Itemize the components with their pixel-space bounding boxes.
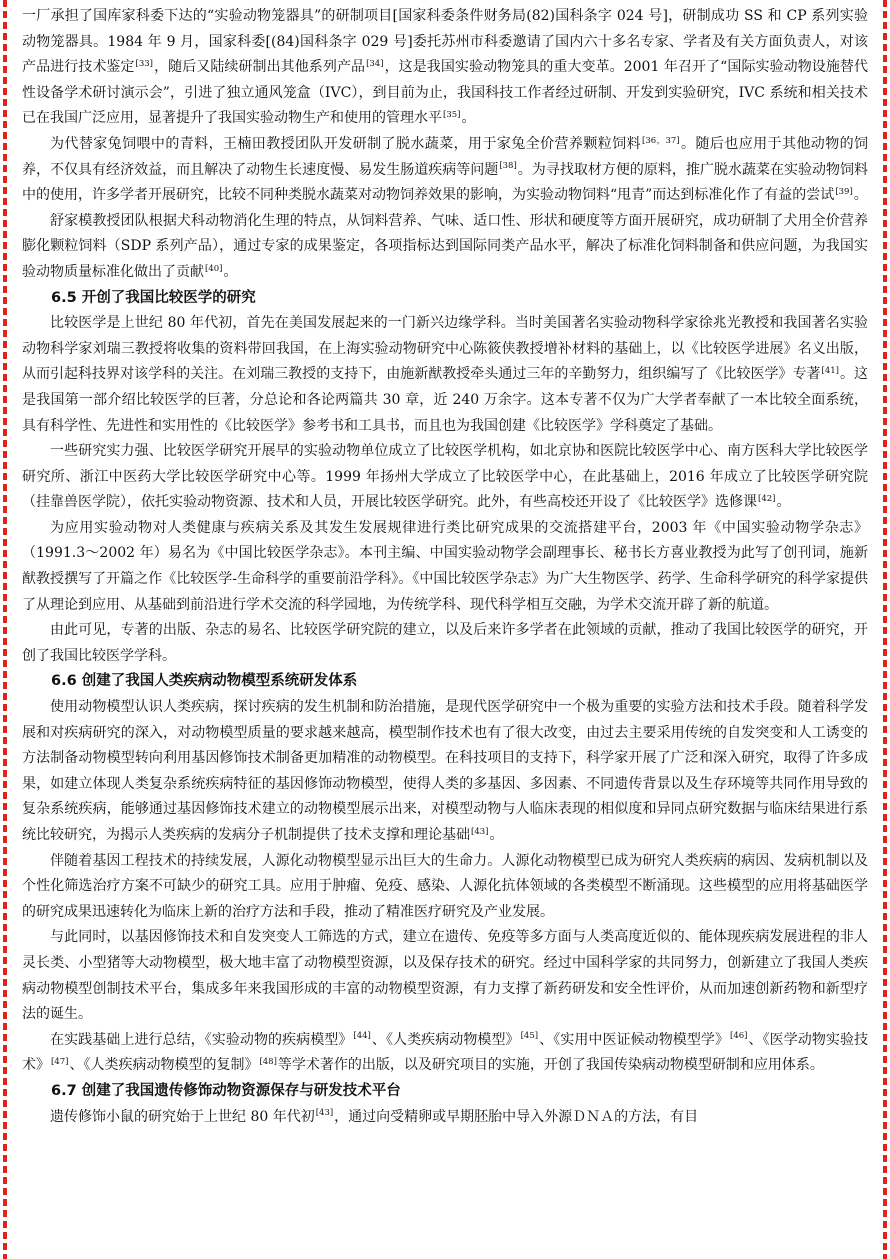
paragraph-comparative-medicine: 比较医学是上世纪 80 年代初，首先在美国发展起来的一门新兴边缘学科。当时美国著名实验动物科学家徐兆光教授和我国著名实验动物科学家刘瑞三教授将收集的资料带回我国，在上海实验动物研究中心陈筱侠教授增补材料的基础上，以《比较医学进展》名义出版，从而引起科技界对该学科的关注。在刘瑞三教授的支持下，由施新猷教授牵头通过三年的辛勤努力，组织编写了《比较医学》专著[41]。这是我国第一部介绍比较医学的巨著，分总论和各论两篇共 30 章，近 240 万余字。这本专著不仅为广大学者奉献了一本比较全面系统，具有科学性、先进性和实用性的《比较医学》参考书和工具书，而且也为我国创建《比较医学》学科奠定了基础。 bbox=[22, 315, 869, 434]
paragraph-genetic-mice: 遗传修饰小鼠的研究始于上世纪 80 年代初[43]，通过向受精卵或早期胚胎中导入外源ＤＮＡ的方法，有目 bbox=[50, 1108, 699, 1125]
paragraph-large-animal-models: 与此同时，以基因修饰技术和自发突变人工筛选的方式，建立在遗传、免疫等多方面与人类高度近似的、能体现疾病发展进程的非人灵长类、小型猪等大动物模型，极大地丰富了动物模型资源，以及保存技术的研究。经过中国科学家的共同努力，创新建立了我国人类疾病动物模型创制技术平台，集成多年来我国形成的丰富的动物模型资源，有力支撑了新药研发和安全性评价，从而加速创新药物和新型疗法的诞生。 bbox=[22, 929, 868, 1023]
paragraph-institutions: 一些研究实力强、比较医学研究开展早的实验动物单位成立了比较医学机构，如北京协和医院比较医学中心、南方医科大学比较医学研究所、浙江中医药大学比较医学研究中心等。1999 年扬州大学成立了比较医学中心，在此基础上，2016 年成立了比较医学研究院（挂靠兽医学院），依托实验动物资源、技术和人员，开展比较医学研究。此外，有些高校还开设了《比较医学》选修课[42]。 bbox=[22, 443, 868, 511]
page-border-right bbox=[883, 0, 887, 1259]
section-heading-6-5: 6.5 开创了我国比较医学的研究 bbox=[51, 289, 256, 306]
paragraph-dehydrated-vegetables: 为代替家兔饲喂中的青料，王楠田教授团队开发研制了脱水蔬菜，用于家兔全价营养颗粒饲料[36，37]。随后也应用于其他动物的饲养，不仅具有经济效益，而且解决了动物生长速度慢、易发生肠道疾病等问题[38]。为寻找取材方便的原料，推广脱水蔬菜在实验动物饲料中的使用，许多学者开展研究，比较不同种类脱水蔬菜对动物饲养效果的影响，为实验动物饲料“甩青”而达到标准化作了有益的尝试[39]。 bbox=[22, 135, 869, 204]
paragraph-cage-equipment: 一厂承担了国库家科委下达的“实验动物笼器具”的研制项目[国家科委条件财务局(82)国科条字 024 号]，研制成功 SS 和 CP 系列实验动物笼器具。1984 年 9 月，国家科委[(84)国科条字 029 号]委托苏州市科委邀请了国内六十多名专家、学者及有关方面负责人，对该产品进行技术鉴定[33]，随后又陆续研制出其他系列产品[34]，这是我国实验动物笼具的重大变革。2001 年召开了“国际实验动物设施替代性设备学术研讨演示会”，引进了独立通风笼盒（IVC），到目前为止，我国科技工作者经过研制、开发到实验研究，IVC 系统和相关技术已在我国广泛应用，显著提升了我国实验动物生产和使用的管理水平[35]。 bbox=[22, 8, 868, 127]
paragraph-humanized-models: 伴随着基因工程技术的持续发展，人源化动物模型显示出巨大的生命力。人源化动物模型已成为研究人类疾病的病因、发病机制以及个性化筛选治疗方案不可缺少的研究工具。应用于肿瘤、免疫、感染、人源化抗体领域的各类模型不断涌现。这些模型的应用将基础医学的研究成果迅速转化为临床上新的治疗方法和手段，推动了精准医疗研究及产业发展。 bbox=[22, 852, 868, 920]
paragraph-summary-6-5: 由此可见，专著的出版、杂志的易名、比较医学研究院的建立，以及后来许多学者在此领域的贡献，推动了我国比较医学的研究，开创了我国比较医学学科。 bbox=[22, 622, 868, 664]
paragraph-canine-feed: 舒家模教授团队根据犬科动物消化生理的特点，从饲料营养、气味、适口性、形状和硬度等方面开展研究，成功研制了犬用全价营养膨化颗粒饲料（SDP 系列产品），通过专家的成果鉴定，各项指标达到国际同类产品水平，解决了标准化饲料制备和供应问题，为我国实验动物质量标准化做出了贡献[40]。 bbox=[22, 212, 868, 280]
paragraph-journal: 为应用实验动物对人类健康与疾病关系及其发生发展规律进行类比研究成果的交流搭建平台，2003 年《中国实验动物学杂志》（1991.3～2002 年）易名为《中国比较医学杂志》。本刊主编、中国实验动物学会副理事长、秘书长方喜业教授为此写了创刊词，施新猷教授撰写了开篇之作《比较医学-生命科学的重要前沿学科》。《中国比较医学杂志》为广大生物医学、药学、生命科学研究的科学家提供了从理论到应用、从基础到前沿进行学术交流的科学园地，为传统学科、现代科学相互交融，为学术交流开辟了新的航道。 bbox=[22, 519, 868, 613]
paragraph-monographs: 在实践基础上进行总结，《实验动物的疾病模型》[44]、《人类疾病动物模型》[45]、《实用中医证候动物模型学》[46]、《医学动物实验技术》[47]、《人类疾病动物模型的复制》[48]等学术著作的出版，以及研究项目的实施，开创了我国传染病动物模型研制和应用体系。 bbox=[22, 1031, 869, 1074]
section-heading-6-7: 6.7 创建了我国遗传修饰动物资源保存与研发技术平台 bbox=[51, 1082, 401, 1099]
document-page bbox=[22, 4, 868, 1255]
section-heading-6-6: 6.6 创建了我国人类疾病动物模型系统研发体系 bbox=[51, 673, 358, 690]
page-border-left bbox=[3, 0, 7, 1259]
paragraph-animal-models: 使用动物模型认识人类疾病，探讨疾病的发生机制和防治措施，是现代医学研究中一个极为重要的实验方法和技术手段。随着科学发展和对疾病研究的深入，对动物模型质量的要求越来越高，模型制作技术也有了很大改变，由过去主要采用传统的自发突变和人工诱变的方法制备动物模型转向利用基因修饰技术制备更加精准的动物模型。在科技项目的支持下，科学家开展了广泛和深入研究，取得了许多成果，如建立体现人类复杂系统疾病特征的基因修饰动物模型，使得人类的多基因、多因素、不同遗传背景以及生存环境等共同作用导致的复杂系统疾病，能够通过基因修饰技术建立的动物模型展示出来，对模型动物与人临床表现的相似度和异同点研究数据与临床结果进行系统比较研究，为揭示人类疾病的发病分子机制提供了技术支撑和理论基础[43]。 bbox=[22, 699, 868, 843]
